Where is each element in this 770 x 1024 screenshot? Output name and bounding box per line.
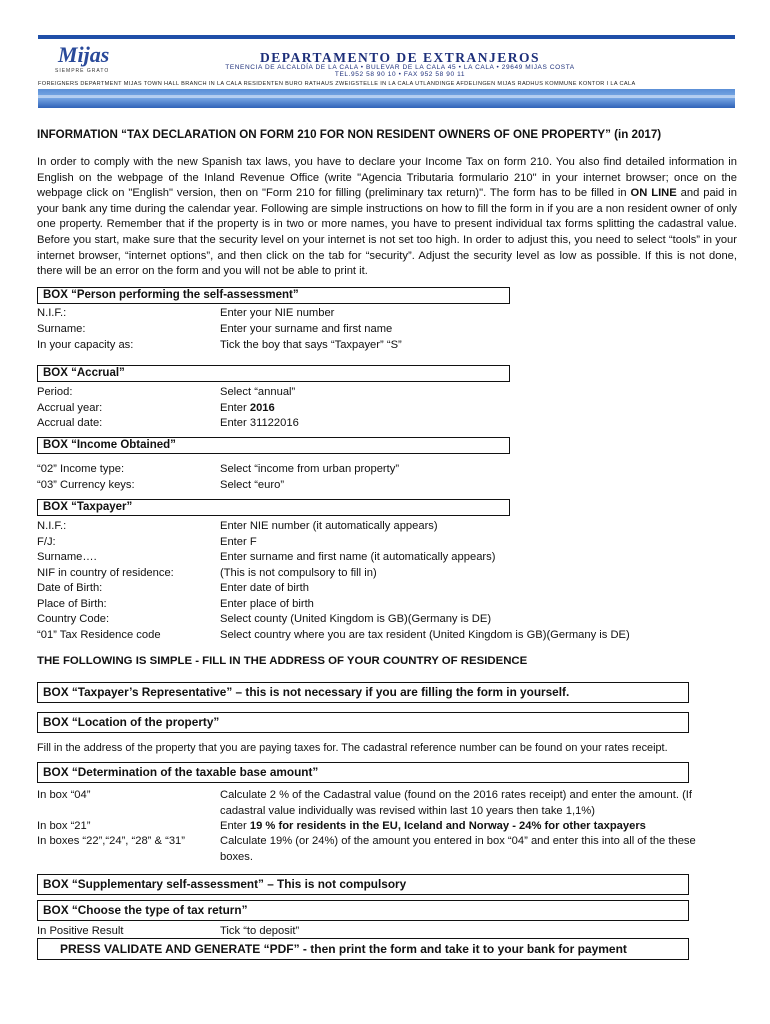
online-emphasis: ON LINE [630,187,677,200]
phone-fax-line: TEL.952 58 90 10 • FAX 952 58 90 11 [334,71,466,78]
tax-rate-emphasis: 19 % for residents in the EU, Iceland and Norway - 24% for other taxpayers [249,820,646,832]
box-type-of-return: BOX “Choose the type of tax return” [37,900,689,921]
box-taxpayer-representative: BOX “Taxpayer’s Representative” – this is not necessary if you are filling the form in yourself. [37,682,689,703]
box-accrual: BOX “Accrual” [37,365,510,382]
simple-section-note: THE FOLLOWING IS SIMPLE - FILL IN THE ADDRESS OF YOUR COUNTRY OF RESIDENCE [37,655,528,667]
logo-tagline: SIEMPRE GRATO [55,68,110,74]
address-line: TENENCIA DE ALCALDÍA DE LA CALA • BULEVAR DE LA CALA 45 • LA CALA • 29649 MIJAS COSTA [225,64,575,71]
multilingual-department-line: FOREIGNERS DEPARTMENT MIJAS TOWN HALL BRANCH IN LA CALA RESIDENTEN BÜRO RATHAUS ZWEIGSTELLE IN LA CALA UTLÄNDINGE AFDELINGEN MIJAS RÅDHUS KOMMUNE KONTOR I LA CALA [38,81,636,87]
header-top-rule [38,35,735,39]
box-person-self-assessment: BOX “Person performing the self-assessment” [37,287,510,304]
location-note: Fill in the address of the property that you are paying taxes for. The cadastral reference number can be found on your rates receipt. [37,742,668,754]
box-taxable-base: BOX “Determination of the taxable base amount” [37,762,689,783]
department-title: DEPARTAMENTO DE EXTRANJEROS [259,50,541,65]
box-supplementary: BOX “Supplementary self-assessment” – This is not compulsory [37,874,689,895]
logo-wordmark: Mijas [58,42,110,67]
final-instruction-box: PRESS VALIDATE AND GENERATE “PDF” - then print the form and take it to your bank for payment [37,938,689,960]
box-location-property: BOX “Location of the property” [37,712,689,733]
box-income-obtained: BOX “Income Obtained” [37,437,510,454]
box-taxpayer: BOX “Taxpayer” [37,499,510,516]
document-title: INFORMATION “TAX DECLARATION ON FORM 210 FOR NON RESIDENT OWNERS OF ONE PROPERTY” (in 2017) [37,128,662,141]
mijas-logo [52,42,112,76]
intro-paragraph: In order to comply with the new Spanish tax laws, you have to declare your Income Tax on form 210. You also find detailed information in English on the webpage of the Inland Revenue Office (write "Agencia Tributaria formulario 210" in your internet browser; once on the webpage click on "English" version, then on "Form 210 for filling (preliminary tax return)". The form has to be filled in ON LINE and paid in your bank any time during the calendar year. Following are simple instructions on how to fill the form in if you are a non resident owner of only one property. Remember that if the property is in two or more names, you have to present individual tax forms splitting the cadastral value. Before you start, make sure that the security level on your internet is not set too high. In order to adjust this, you need to select “tools” in your internet browser, “internet options”, and then click on the tab for “security”. Adjust the security level as low as possible. If this is not done, there will be an error on the form and you will not be able to print it. [37,156,737,278]
header-banner [38,89,735,108]
